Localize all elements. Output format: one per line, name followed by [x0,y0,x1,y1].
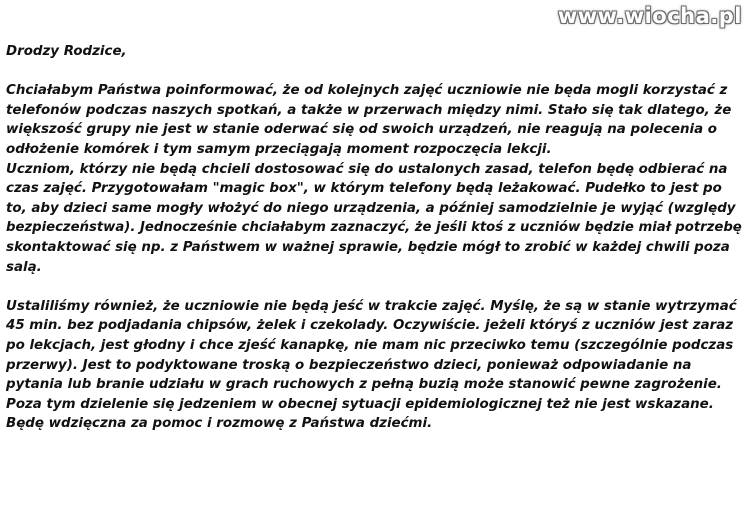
text-line: przerwy). Jest to podyktowane troską o bezpieczeństwo dzieci, ponieważ odpowiadanie na [6,357,692,373]
text-line: Chciałabym Państwa poinformować, że od kolejnych zajęć uczniowie nie będa mogli korzystać z [6,83,728,99]
text-line: telefonów podczas naszych spotkań, a także w przerwach między nimi. Stało się tak dlatego, że [6,102,732,118]
text-line: większość grupy nie jest w stanie oderwać się od swoich urządzeń, nie reagują na polecenia o [6,122,717,138]
letter-body [6,42,746,434]
text-line: bezpieczeństwa). Jednocześnie chciałabym zaznaczyć, że jeśli ktoś z uczniów będzie miał potrzebę [6,220,742,236]
paragraph-magic-box [6,160,746,278]
text-line: 45 min. bez podjadania chipsów, żelek i czekolady. Oczywiście. jeżeli któryś z uczniów jest zaraz [6,318,734,334]
text-line: czas zajęć. Przygotowałam "magic box", w którym telefony będą leżakować. Pudełko to jest po [6,181,722,197]
text-line: odłożenie komórek i tym samym przeciągają moment rozpoczęcia lekcji. [6,141,552,157]
letter-greeting: Drodzy Rodzice, [6,44,127,59]
paragraph-food [6,297,746,434]
text-line: po lekcjach, jest głodny i chce zjeść kanapkę, nie mam nic przeciwko temu (szczególnie podczas [6,337,734,353]
text-line: skontaktować się np. z Państwem w ważnej sprawie, będzie mógł to zrobić w każdej chwili poza [6,239,730,255]
text-line: salą. [6,259,42,275]
text-line: Uczniom, którzy nie będą chcieli dostosować się do ustalonych zasad, telefon będę odbierać na [6,161,728,177]
watermark-logo: www.wiocha.pl [557,4,742,28]
text-line: Ustaliliśmy również, że uczniowie nie będą jeść w trakcie zajęć. Myślę, że są w stanie wytrzymać [6,298,737,314]
text-line: Poza tym dzielenie się jedzeniem w obecnej sytuacji epidemiologicznej też nie jest wskazane. [6,396,714,412]
paragraph-phones [6,81,746,159]
text-line: pytania lub branie udziału w grach ruchowych z pełną buzią może stanowić pewne zagrożenie. [6,377,722,393]
text-line: Będę wdzięczna za pomoc i rozmowę z Państwa dziećmi. [6,416,433,432]
text-line: to, aby dzieci same mogły włożyć do niego urządzenia, a później samodzielnie je wyjąć (względy [6,200,736,216]
paragraph-spacer [6,277,746,297]
